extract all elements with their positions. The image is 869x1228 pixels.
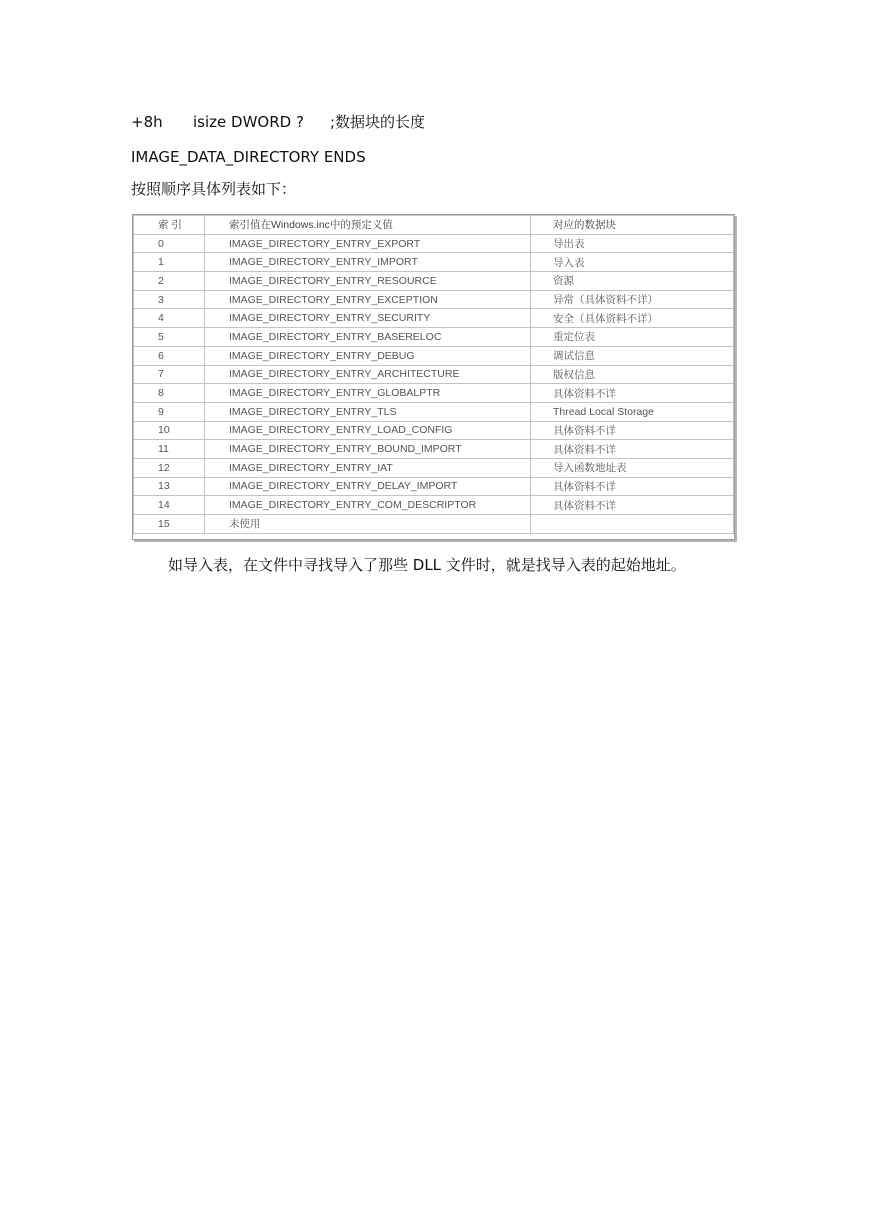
cell-block: 导出表 (531, 234, 734, 253)
cell-name: IMAGE_DIRECTORY_ENTRY_EXPORT (205, 234, 531, 253)
header-block: 对应的数据块 (531, 216, 734, 235)
table-row (134, 234, 734, 253)
cell-block: Thread Local Storage (531, 402, 734, 421)
cell-index: 10 (134, 421, 205, 440)
cell-block: 具体资料不详 (531, 384, 734, 403)
cell-name: IMAGE_DIRECTORY_ENTRY_RESOURCE (205, 272, 531, 291)
table-intro: 按照顺序具体列表如下： (131, 180, 297, 198)
table-row (134, 309, 734, 328)
cell-block: 导入函数地址表 (531, 458, 734, 477)
cell-index: 0 (134, 234, 205, 253)
cell-index: 2 (134, 272, 205, 291)
cell-block: 资源 (531, 272, 734, 291)
cell-block: 重定位表 (531, 328, 734, 347)
cell-name: IMAGE_DIRECTORY_ENTRY_BASERELOC (205, 328, 531, 347)
cell-index: 12 (134, 458, 205, 477)
cell-index: 8 (134, 384, 205, 403)
cell-index: 11 (134, 440, 205, 459)
cell-name: IMAGE_DIRECTORY_ENTRY_ARCHITECTURE (205, 365, 531, 384)
cell-name: IMAGE_DIRECTORY_ENTRY_DELAY_IMPORT (205, 477, 531, 496)
cell-index: 4 (134, 309, 205, 328)
cell-name: IMAGE_DIRECTORY_ENTRY_LOAD_CONFIG (205, 421, 531, 440)
struct-end-line: IMAGE_DATA_DIRECTORY ENDS (131, 148, 366, 166)
cell-index: 14 (134, 496, 205, 515)
cell-name: IMAGE_DIRECTORY_ENTRY_DEBUG (205, 346, 531, 365)
cell-name: IMAGE_DIRECTORY_ENTRY_IAT (205, 458, 531, 477)
cell-index: 6 (134, 346, 205, 365)
table-row (134, 272, 734, 291)
cell-index: 5 (134, 328, 205, 347)
cell-index: 3 (134, 290, 205, 309)
cell-block: 具体资料不详 (531, 440, 734, 459)
cell-block: 具体资料不详 (531, 477, 734, 496)
table-row (134, 384, 734, 403)
table-row (134, 346, 734, 365)
cell-block (531, 515, 734, 534)
table-row (134, 440, 734, 459)
table-row (134, 253, 734, 272)
cell-block: 安全（具体资料不详） (531, 309, 734, 328)
table-row (134, 421, 734, 440)
table-row (134, 365, 734, 384)
cell-name: IMAGE_DIRECTORY_ENTRY_TLS (205, 402, 531, 421)
cell-index: 7 (134, 365, 205, 384)
cell-block: 具体资料不详 (531, 421, 734, 440)
body-paragraph: 如导入表，在文件中寻找导入了那些 DLL 文件时，就是找导入表的起始地址。 (168, 556, 686, 574)
cell-block: 版权信息 (531, 365, 734, 384)
header-index: 索 引 (134, 216, 205, 235)
cell-name: 未使用 (205, 515, 531, 534)
data-directory-table (132, 214, 735, 540)
table-row (134, 290, 734, 309)
header-name: 索引值在Windows.inc中的预定义值 (205, 216, 531, 235)
cell-name: IMAGE_DIRECTORY_ENTRY_SECURITY (205, 309, 531, 328)
cell-name: IMAGE_DIRECTORY_ENTRY_COM_DESCRIPTOR (205, 496, 531, 515)
cell-index: 13 (134, 477, 205, 496)
table-row (134, 458, 734, 477)
struct-field-line (131, 112, 425, 132)
table-row (134, 477, 734, 496)
cell-name: IMAGE_DIRECTORY_ENTRY_GLOBALPTR (205, 384, 531, 403)
cell-block: 具体资料不详 (531, 496, 734, 515)
cell-block: 调试信息 (531, 346, 734, 365)
cell-index: 9 (134, 402, 205, 421)
cell-block: 异常（具体资料不详） (531, 290, 734, 309)
cell-block: 导入表 (531, 253, 734, 272)
cell-name: IMAGE_DIRECTORY_ENTRY_IMPORT (205, 253, 531, 272)
table-row (134, 402, 734, 421)
table-header-row (134, 216, 734, 235)
field-comment: ;数据块的长度 (330, 113, 426, 131)
field-declaration: isize DWORD ? (193, 113, 304, 131)
cell-name: IMAGE_DIRECTORY_ENTRY_EXCEPTION (205, 290, 531, 309)
table-row (134, 515, 734, 534)
cell-name: IMAGE_DIRECTORY_ENTRY_BOUND_IMPORT (205, 440, 531, 459)
table-row (134, 328, 734, 347)
cell-index: 1 (134, 253, 205, 272)
cell-index: 15 (134, 515, 205, 534)
field-offset: +8h (131, 113, 163, 131)
table-row (134, 496, 734, 515)
